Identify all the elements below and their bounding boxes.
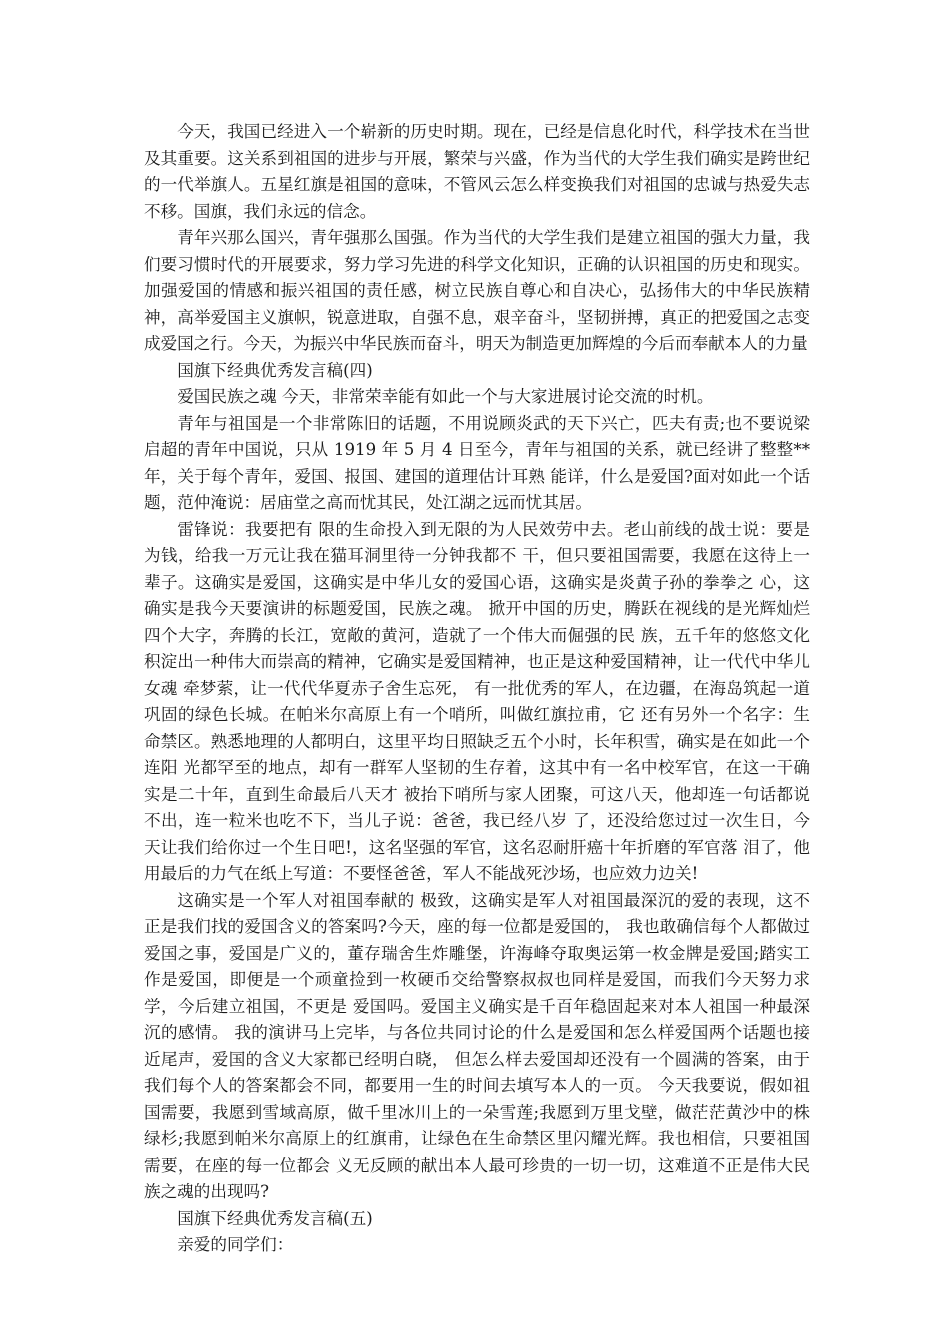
paragraph-3: 爱国民族之魂 今天，非常荣幸能有如此一个与大家进展讨论交流的时机。 xyxy=(177,387,714,406)
document-body xyxy=(144,119,810,1259)
paragraph-7: 亲爱的同学们： xyxy=(177,1235,294,1254)
paragraph-6: 这确实是一个军人对祖国奉献的 极致，这确实是军人对祖国最深沉的爱的表现，这不正是我们找的爱国含义的答案吗?今天，座的每一位都是爱国的， 我也敢确信每个人都做过爱国之事，爱国是广义的，董存瑞舍生炸雕堡，许海峰夺取奥运第一枚金牌是爱国;踏实工 作是爱国，即便是一个顽童捡到一枚硬币交给警察叔叔也同样是爱国，而我们今天努力求学，今后建立祖国，不更是 爱国吗。爱国主义确实是千百年稳固起来对本人祖国一种最深沉的感情。 我的演讲马上完毕，与各位共同讨论的什么是爱国和怎么样爱国两个话题也接近尾声，爱国的含义大家都已经明白晓， 但怎么样去爱国却还没有一个圆满的答案，由于我们每个人的答案都会不同，都要用一生的时间去填写本人的一页。 今天我要说，假如祖国需要，我愿到雪域高原，做千里冰川上的一朵雪莲;我愿到万里戈壁，做茫茫黄沙中的株 绿杉;我愿到帕米尔高原上的红旗甫，让绿色在生命禁区里闪耀光辉。我也相信，只要祖国需要，在座的每一位都会 义无反顾的献出本人最可珍贵的一切一切，这难道不正是伟大民族之魂的出现吗? xyxy=(144,890,810,1201)
section-heading-4: 国旗下经典优秀发言稿(四) xyxy=(177,360,373,380)
paragraph-1: 今天，我国已经进入一个崭新的历史时期。现在，已经是信息化时代，科学技术在当世及其重要。这关系到祖国的进步与开展，繁荣与兴盛，作为当代的大学生我们确实是跨世纪的一代举旗人。五星红旗是祖国的意味，不管风云怎么样变换我们对祖国的忠诚与热爱失志不移。国旗，我们永远的信念。 xyxy=(144,122,810,221)
paragraph-5: 雷锋说：我要把有 限的生命投入到无限的为人民效劳中去。老山前线的战士说：要是为钱，给我一万元让我在猫耳洞里待一分钟我都不 干，但只要祖国需要，我愿在这待上一辈子。这确实是爱国，这确实是中华儿女的爱国心语，这确实是炎黄子孙的拳拳之 心，这确实是我今天要演讲的标题爱国，民族之魂。 掀开中国的历史，腾跃在视线的是光辉灿烂四个大字，奔腾的长江，宽敞的黄河，造就了一个伟大而倔强的民 族，五千年的悠悠文化积淀出一种伟大而崇高的精神，它确实是爱国精神，也正是这种爱国精神，让一代代中华儿女魂 牵梦萦，让一代代华夏赤子舍生忘死， 有一批优秀的军人，在边疆，在海岛筑起一道巩固的绿色长城。在帕米尔高原上有一个哨所，叫做红旗拉甫，它 还有另外一个名字：生命禁区。熟悉地理的人都明白，这里平均日照缺乏五个小时，长年积雪，确实是在如此一个连阳 光都罕至的地点，却有一群军人坚韧的生存着，这其中有一名中校军官，在这一干确实是二十年，直到生命最后八天才 被抬下哨所与家人团聚，可这八天，他却连一句话都说不出，连一粒米也吃不下，当儿子说：爸爸，我已经八岁 了，还没给您过过一次生日，今天让我们给你过一个生日吧!，这名坚强的军官，这名忍耐肝癌十年折磨的军官落 泪了，他用最后的力气在纸上写道：不要怪爸爸，军人不能战死沙场，也应效力边关! xyxy=(144,519,810,883)
section-heading-5: 国旗下经典优秀发言稿(五) xyxy=(177,1208,373,1228)
paragraph-4: 青年与祖国是一个非常陈旧的话题，不用说顾炎武的天下兴亡，匹夫有责;也不要说梁启超的青年中国说，只从 1919 年 5 月 4 日至今，青年与祖国的关系，就已经讲了整整**年，关于每个青年，爱国、报国、建国的道理估计耳熟 能详，什么是爱国?面对如此一个话题，范仲淹说：居庙堂之高而忧其民，处江湖之远而忧其居。 xyxy=(144,413,810,512)
paragraph-2: 青年兴那么国兴，青年强那么国强。作为当代的大学生我们是建立祖国的强大力量，我们要习惯时代的开展要求，努力学习先进的科学文化知识，正确的认识祖国的历史和现实。加强爱国的情感和振兴祖国的责任感，树立民族自尊心和自决心，弘扬伟大的中华民族精神，高举爱国主义旗帜，锐意进取，自强不息，艰辛奋斗，坚韧拼搏，真正的把爱国之志变成爱国之行。今天，为振兴中华民族而奋斗，明天为制造更加辉煌的今后而奉献本人的力量 xyxy=(144,228,810,353)
